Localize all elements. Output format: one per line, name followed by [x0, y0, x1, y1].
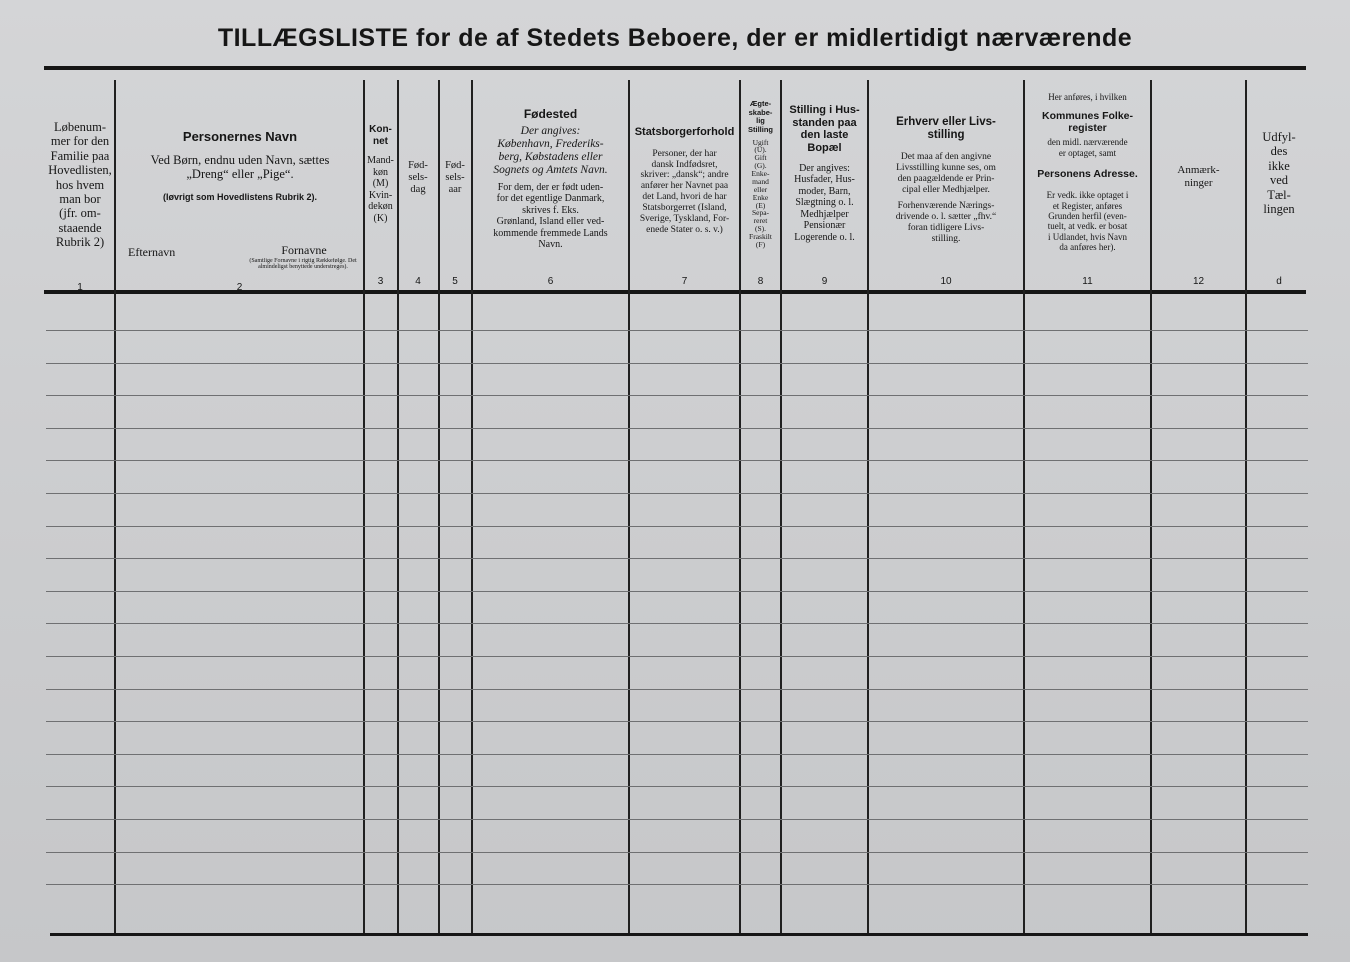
column-9-heading: Stilling i Hus- standen paa den laste Bopæl — [789, 104, 860, 154]
entry-row-line — [46, 786, 1308, 787]
entry-row-line — [46, 591, 1308, 592]
entry-row-line — [46, 330, 1308, 331]
entry-row-line — [46, 656, 1308, 657]
column-2-text: Ved Børn, endnu uden Navn, sættes „Dreng“ eller „Pige“. — [150, 152, 330, 182]
entry-row-line — [46, 819, 1308, 820]
column-divider — [114, 80, 116, 933]
column-2-sub-efternavn: Efternavn — [128, 246, 176, 259]
column-10-text: Det maa af den angivne Livsstilling kunne ses, om den paagældende er Prin- cipal eller Medhjælper. — [896, 152, 996, 196]
column-divider — [438, 80, 440, 933]
bottom-rule — [50, 933, 1308, 936]
column-number-7: 7 — [681, 276, 688, 287]
entry-row-line — [46, 493, 1308, 494]
entry-row-line — [46, 754, 1308, 755]
column-8-header — [741, 100, 780, 249]
entry-row-line — [46, 721, 1308, 722]
column-5-header: Fød- sels- aar — [445, 160, 465, 196]
column-2-sub-fornavne: Fornavne — [281, 244, 327, 257]
column-3-text: Mand- køn (M) Kvin- dekøn (K) — [367, 155, 394, 224]
column-4-header: Fød- sels- dag — [408, 160, 428, 196]
form-title: TILLÆGSLISTE for de af Stedets Beboere, der er midlertidigt nærværende — [217, 24, 1133, 52]
column-8-heading: Ægte- skabe- lig Stilling — [748, 100, 773, 134]
column-number-3: 3 — [377, 276, 384, 287]
column-number-5: 5 — [452, 276, 458, 287]
column-number-d: d — [1276, 276, 1282, 287]
column-11-text: den midl. nærværende er optaget, samt — [1047, 137, 1128, 158]
column-7-header — [630, 126, 739, 236]
column-11-pre: Her anføres, i hvilken — [1048, 92, 1127, 102]
column-number-9: 9 — [821, 276, 828, 287]
column-2-heading: Personernes Navn — [182, 130, 298, 144]
column-6-text: Der angives: København, Frederiks- berg, Købstadens eller Sognets og Amtets Navn. — [493, 124, 608, 177]
column-number-8: 8 — [757, 276, 764, 287]
column-8-text: Ugift (U). Gift (G). Enke- mand eller Enke (E) Sepa- reret (S). Fraskilt (F) — [749, 137, 772, 249]
entry-row-line — [46, 428, 1308, 429]
column-2-header — [118, 130, 362, 202]
column-12-header: Anmærk- ninger — [1177, 164, 1220, 189]
column-1-header: Løbenum- mer for den Familie paa Hovedlisten, hos hvem man bor (jfr. om- staaende Rubrik 2) — [48, 120, 112, 249]
column-number-4: 4 — [415, 276, 421, 287]
entry-row-line — [46, 689, 1308, 690]
column-7-text: Personer, der har dansk Indfødsret, skriver: „dansk“; andre anfører her Navnet paa det Land, hvori de har Statsborgerret (Island, Sverige, Tyskland, For- enede Stater o. s. v.) — [639, 148, 730, 236]
column-3-heading: Kon- net — [369, 124, 392, 147]
column-number-1: 1 — [77, 282, 83, 293]
entry-row-line — [46, 623, 1308, 624]
column-11-header — [1025, 92, 1150, 252]
entry-row-line — [46, 395, 1308, 396]
entry-row-line — [46, 363, 1308, 364]
column-11-note: Er vedk. ikke optaget i et Register, anføres Grunden herfil (even- tuelt, at vedk. er bosat i Udlandet, hvis Navn da anføres her). — [1046, 190, 1129, 252]
column-number-6: 6 — [547, 276, 554, 287]
entry-row-line — [46, 852, 1308, 853]
column-divider — [397, 80, 399, 933]
column-number-11: 11 — [1082, 276, 1093, 287]
column-divider — [1150, 80, 1152, 933]
column-6-header — [473, 108, 628, 251]
entry-row-line — [46, 558, 1308, 559]
entry-row-line — [46, 526, 1308, 527]
column-10-heading: Erhverv eller Livs- stilling — [896, 116, 996, 142]
column-11-heading: Kommunes Folke- register — [1041, 110, 1133, 135]
column-10-header — [869, 116, 1023, 245]
column-number-10: 10 — [940, 276, 952, 287]
column-11-heading-2: Personens Adresse. — [1037, 168, 1138, 181]
column-number-2: 2 — [236, 282, 243, 293]
column-9-header — [782, 104, 867, 243]
column-number-12: 12 — [1192, 276, 1205, 287]
column-2-sub-fornavne-note: (Samtlige Fornavne i rigtig Rækkefølge. Det almindeligst benyttede understreges). — [249, 258, 357, 271]
column-6-note: For dem, der er født uden- for det egentlige Danmark, skrives f. Eks. Grønland, Island eller ved- kommende fremmede Lands Navn. — [493, 181, 608, 251]
column-2-note: (Iøvrigt som Hovedlistens Rubrik 2). — [162, 191, 318, 202]
entry-row-line — [46, 460, 1308, 461]
column-6-heading: Fødested — [523, 108, 578, 121]
entry-row-line — [46, 884, 1308, 885]
column-3-header — [364, 124, 397, 224]
column-d-header: Udfyl- des ikke ved Tæl- lingen — [1262, 130, 1296, 216]
column-10-note: Forhenværende Nærings- drivende o. l. sætter „fhv.“ foran tidligere Livs- stilling. — [895, 201, 997, 244]
column-7-heading: Statsborgerforhold — [634, 126, 735, 138]
top-rule — [44, 66, 1306, 70]
column-9-text: Der angives: Husfader, Hus- moder, Barn, Slægtning o. l. Medhjælper Pensionær Logerende o. l. — [794, 162, 855, 243]
